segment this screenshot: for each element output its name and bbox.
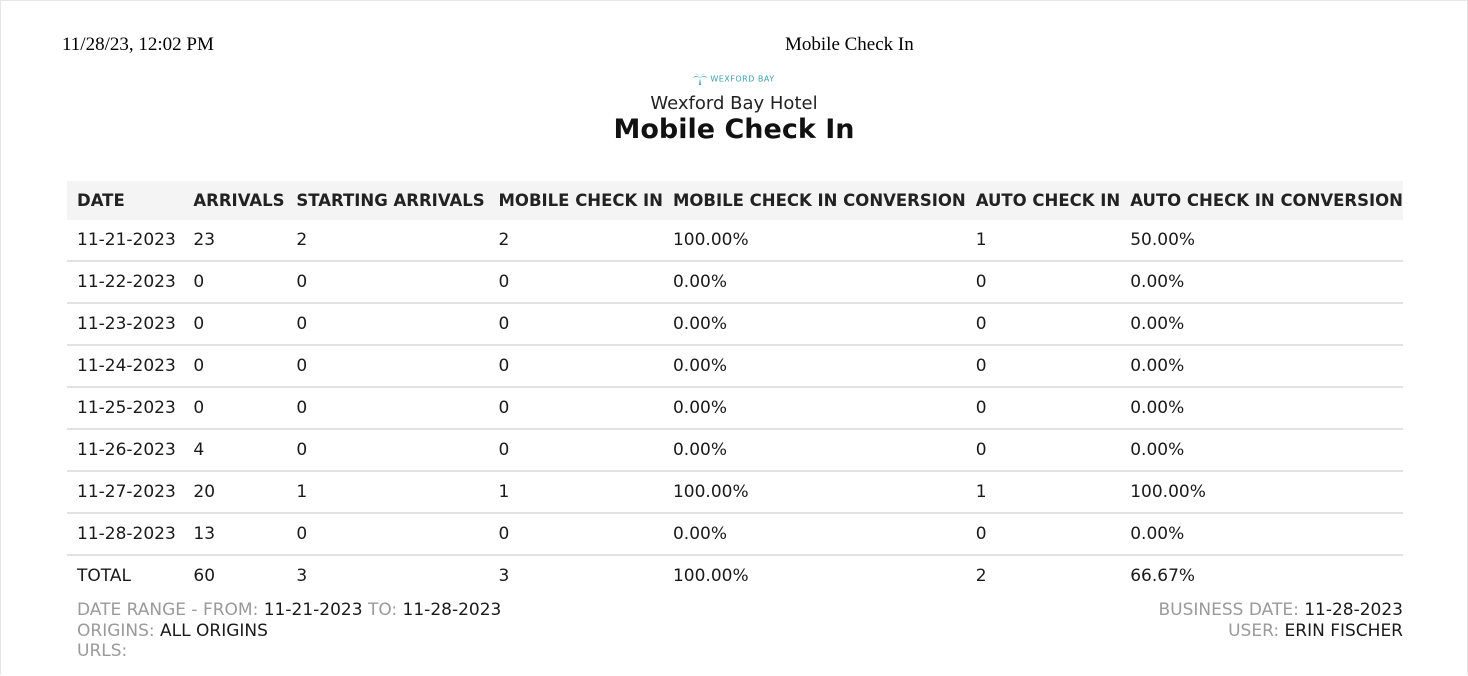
cell-starting-arrivals: 0 xyxy=(286,303,488,345)
palm-tree-icon xyxy=(693,73,707,85)
hotel-name: Wexford Bay Hotel xyxy=(650,93,818,114)
cell-mobile-check-in-conversion: 100.00% xyxy=(663,471,966,513)
user-line xyxy=(1158,621,1403,642)
cell-arrivals: 0 xyxy=(183,303,286,345)
hotel-logo xyxy=(0,73,1468,85)
cell-auto-check-in-conversion: 0.00% xyxy=(1120,513,1403,555)
origins-label: ORIGINS: xyxy=(77,620,155,641)
cell-mobile-check-in: 0 xyxy=(489,429,663,471)
cell-auto-check-in: 0 xyxy=(966,261,1121,303)
date-range-label: DATE RANGE - FROM: xyxy=(77,600,259,620)
cell-total-auto-check-in: 2 xyxy=(975,566,987,586)
table-total-row xyxy=(67,555,1403,596)
cell-auto-check-in: 0 xyxy=(966,303,1121,345)
cell-arrivals: 0 xyxy=(183,345,286,387)
table-row xyxy=(67,471,1403,513)
table-row xyxy=(67,303,1403,345)
cell-arrivals: 23 xyxy=(183,220,286,261)
cell-auto-check-in: 0 xyxy=(966,387,1121,429)
cell-mobile-check-in: 0 xyxy=(489,513,663,555)
cell-mobile-check-in: 1 xyxy=(489,471,663,513)
cell-arrivals: 0 xyxy=(183,261,286,303)
column-header-mobile-check-in: MOBILE CHECK IN xyxy=(489,181,663,220)
cell-auto-check-in-conversion: 0.00% xyxy=(1120,261,1403,303)
cell-mobile-check-in: 2 xyxy=(489,220,663,261)
report-meta xyxy=(1158,600,1403,641)
report-parameters xyxy=(77,600,501,662)
cell-auto-check-in-conversion: 0.00% xyxy=(1120,303,1403,345)
cell-starting-arrivals: 0 xyxy=(286,261,488,303)
cell-total-label: TOTAL xyxy=(77,566,131,586)
cell-auto-check-in-conversion: 0.00% xyxy=(1120,387,1403,429)
cell-arrivals: 13 xyxy=(183,513,286,555)
cell-date: 11-23-2023 xyxy=(67,303,183,345)
cell-auto-check-in-conversion: 0.00% xyxy=(1120,345,1403,387)
cell-total-starting-arrivals: 3 xyxy=(296,566,308,586)
cell-starting-arrivals: 0 xyxy=(286,513,488,555)
cell-arrivals: 20 xyxy=(183,471,286,513)
cell-auto-check-in: 0 xyxy=(966,429,1121,471)
cell-mobile-check-in-conversion: 100.00% xyxy=(663,220,966,261)
origins-value: ALL ORIGINS xyxy=(160,620,268,641)
cell-arrivals: 4 xyxy=(183,429,286,471)
cell-total-auto-check-in-conversion: 66.67% xyxy=(1130,566,1196,586)
report-table xyxy=(67,181,1403,596)
cell-starting-arrivals: 0 xyxy=(286,345,488,387)
cell-auto-check-in-conversion: 100.00% xyxy=(1120,471,1403,513)
cell-auto-check-in-conversion: 0.00% xyxy=(1120,429,1403,471)
cell-starting-arrivals: 0 xyxy=(286,387,488,429)
column-header-auto-check-in-conversion: AUTO CHECK IN CONVERSION xyxy=(1120,181,1403,220)
cell-mobile-check-in-conversion: 0.00% xyxy=(663,513,966,555)
table-row xyxy=(67,429,1403,471)
urls-label: URLS: xyxy=(77,641,128,661)
origins-line xyxy=(77,621,501,642)
cell-auto-check-in: 0 xyxy=(966,345,1121,387)
table-row xyxy=(67,261,1403,303)
date-range-line xyxy=(77,600,501,621)
cell-date: 11-27-2023 xyxy=(67,471,183,513)
cell-mobile-check-in: 0 xyxy=(489,387,663,429)
report-title: Mobile Check In xyxy=(613,114,855,145)
column-header-arrivals: ARRIVALS xyxy=(183,181,286,220)
table-row xyxy=(67,387,1403,429)
cell-mobile-check-in-conversion: 0.00% xyxy=(663,429,966,471)
table-row xyxy=(67,220,1403,261)
user-label: USER: xyxy=(1228,620,1280,641)
business-date-line xyxy=(1158,600,1403,621)
cell-mobile-check-in: 0 xyxy=(489,261,663,303)
cell-mobile-check-in-conversion: 0.00% xyxy=(663,345,966,387)
cell-total-mobile-check-in-conversion: 100.00% xyxy=(672,566,749,586)
date-range-to: 11-28-2023 xyxy=(402,600,502,620)
cell-auto-check-in-conversion: 50.00% xyxy=(1120,220,1403,261)
column-header-auto-check-in: AUTO CHECK IN xyxy=(966,181,1121,220)
logo-text: WEXFORD BAY xyxy=(710,74,775,84)
column-header-mobile-check-in-conversion: MOBILE CHECK IN CONVERSION xyxy=(663,181,966,220)
cell-date: 11-25-2023 xyxy=(67,387,183,429)
cell-date: 11-24-2023 xyxy=(67,345,183,387)
cell-starting-arrivals: 0 xyxy=(286,429,488,471)
cell-starting-arrivals: 1 xyxy=(286,471,488,513)
print-timestamp: 11/28/23, 12:02 PM xyxy=(62,34,214,55)
business-date-label: BUSINESS DATE: xyxy=(1158,600,1299,620)
cell-auto-check-in: 1 xyxy=(966,471,1121,513)
cell-arrivals: 0 xyxy=(183,387,286,429)
cell-mobile-check-in-conversion: 0.00% xyxy=(663,303,966,345)
cell-mobile-check-in: 0 xyxy=(489,303,663,345)
cell-mobile-check-in-conversion: 0.00% xyxy=(663,387,966,429)
urls-line xyxy=(77,641,501,662)
print-title: Mobile Check In xyxy=(785,34,914,55)
cell-date: 11-21-2023 xyxy=(67,220,183,261)
user-value: ERIN FISCHER xyxy=(1284,620,1403,641)
cell-date: 11-22-2023 xyxy=(67,261,183,303)
cell-auto-check-in: 1 xyxy=(966,220,1121,261)
cell-mobile-check-in-conversion: 0.00% xyxy=(663,261,966,303)
cell-total-arrivals: 60 xyxy=(193,566,216,586)
cell-total-mobile-check-in: 3 xyxy=(498,566,510,586)
table-row xyxy=(67,345,1403,387)
column-header-date: DATE xyxy=(67,181,183,220)
date-range-from: 11-21-2023 xyxy=(263,600,363,620)
date-range-to-label: TO: xyxy=(367,600,398,620)
table-header-row xyxy=(67,181,1403,220)
cell-date: 11-26-2023 xyxy=(67,429,183,471)
cell-mobile-check-in: 0 xyxy=(489,345,663,387)
business-date-value: 11-28-2023 xyxy=(1304,600,1403,620)
print-header xyxy=(0,34,1468,58)
table-row xyxy=(67,513,1403,555)
cell-starting-arrivals: 2 xyxy=(286,220,488,261)
cell-date: 11-28-2023 xyxy=(67,513,183,555)
cell-auto-check-in: 0 xyxy=(966,513,1121,555)
column-header-starting-arrivals: STARTING ARRIVALS xyxy=(286,181,488,220)
